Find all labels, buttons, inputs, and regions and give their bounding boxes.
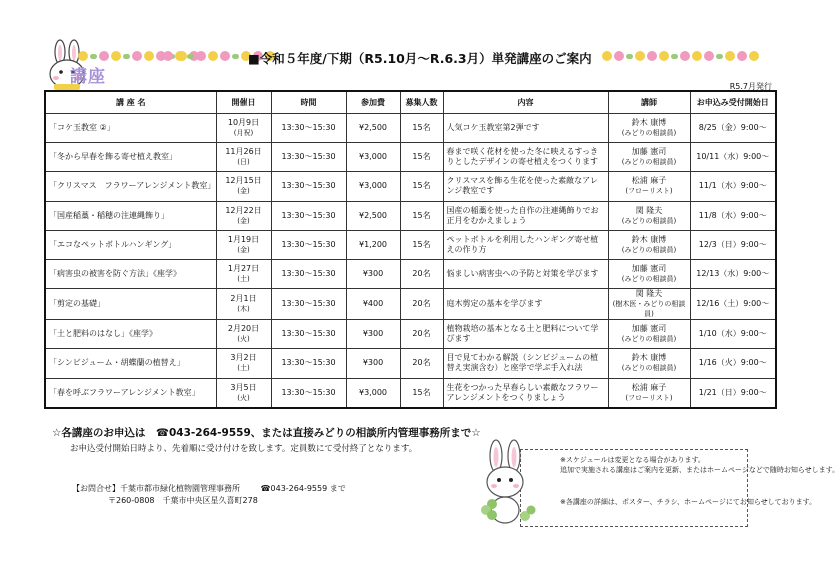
course-open-date: 8/25（金）9:00～ bbox=[690, 114, 776, 143]
course-date: 12月15日 (金) bbox=[216, 172, 271, 201]
course-fee: ¥300 bbox=[346, 349, 400, 378]
contact-address: 〒260-0808 千葉市中央区星久喜町278 bbox=[108, 495, 258, 505]
course-name: 「病害虫の被害を防ぐ方法」《座学》 bbox=[45, 259, 216, 288]
table-row bbox=[45, 259, 776, 288]
course-time: 13:30～15:30 bbox=[271, 349, 346, 378]
course-content: 植物栽培の基本となる土と肥料について学びます bbox=[443, 320, 608, 349]
table-row bbox=[45, 172, 776, 201]
schedule-table bbox=[44, 90, 777, 409]
table-row bbox=[45, 349, 776, 378]
course-capacity: 15名 bbox=[400, 114, 443, 143]
course-instructor: 加藤 憲司 (みどりの相談員) bbox=[608, 143, 690, 172]
table-row bbox=[45, 201, 776, 230]
course-name: 「春を呼ぶフラワーアレンジメント教室」 bbox=[45, 378, 216, 408]
header-instructor: 講師 bbox=[608, 91, 690, 114]
course-name: 「シンビジューム・胡蝶蘭の植替え」 bbox=[45, 349, 216, 378]
table-header-row bbox=[45, 91, 776, 114]
schedule-change-note: ※スケジュールは変更となる場合があります。 追加で実施される講座はご案内を更新、またはホームページなどで随時お知らせします。 bbox=[560, 456, 839, 474]
course-open-date: 10/11（水）9:00～ bbox=[690, 143, 776, 172]
course-fee: ¥2,500 bbox=[346, 114, 400, 143]
contact-label: 【お問合せ】千葉市都市緑化植物園管理事務所 bbox=[72, 484, 240, 493]
table-row bbox=[45, 378, 776, 408]
course-open-date: 1/21（日）9:00～ bbox=[690, 378, 776, 408]
table-row bbox=[45, 320, 776, 349]
course-fee: ¥3,000 bbox=[346, 143, 400, 172]
course-open-date: 1/10（水）9:00～ bbox=[690, 320, 776, 349]
course-time: 13:30～15:30 bbox=[271, 320, 346, 349]
course-content: 春まで咲く花材を使った冬に映えるすっきりとしたデザインの寄せ植えをつくります bbox=[443, 143, 608, 172]
header-open-date: お申込み受付開始日 bbox=[690, 91, 776, 114]
table-row bbox=[45, 143, 776, 172]
course-fee: ¥400 bbox=[346, 289, 400, 320]
course-capacity: 15名 bbox=[400, 230, 443, 259]
course-date: 2月1日 (木) bbox=[216, 289, 271, 320]
bunny-illustration-icon bbox=[470, 440, 542, 526]
course-time: 13:30～15:30 bbox=[271, 143, 346, 172]
course-time: 13:30～15:30 bbox=[271, 230, 346, 259]
course-time: 13:30～15:30 bbox=[271, 259, 346, 288]
course-time: 13:30～15:30 bbox=[271, 114, 346, 143]
course-fee: ¥1,200 bbox=[346, 230, 400, 259]
header-content: 内容 bbox=[443, 91, 608, 114]
course-open-date: 11/8（水）9:00～ bbox=[690, 201, 776, 230]
course-date: 11月26日 (日) bbox=[216, 143, 271, 172]
course-content: 人気コケ玉教室第2弾です bbox=[443, 114, 608, 143]
course-content: 生花をつかった早春らしい素敵なフラワーアレンジメントをつくりましょう bbox=[443, 378, 608, 408]
course-content: 庭木剪定の基本を学びます bbox=[443, 289, 608, 320]
course-fee: ¥3,000 bbox=[346, 172, 400, 201]
course-time: 13:30～15:30 bbox=[271, 289, 346, 320]
header-course-name: 講 座 名 bbox=[45, 91, 216, 114]
course-name: 「クリスマス フラワーアレンジメント教室」 bbox=[45, 172, 216, 201]
table-row bbox=[45, 114, 776, 143]
course-date: 1月19日 (金) bbox=[216, 230, 271, 259]
course-fee: ¥300 bbox=[346, 320, 400, 349]
course-name: 「土と肥料のはなし」《座学》 bbox=[45, 320, 216, 349]
course-open-date: 12/16（土）9:00～ bbox=[690, 289, 776, 320]
course-time: 13:30～15:30 bbox=[271, 172, 346, 201]
course-date: 2月20日 (火) bbox=[216, 320, 271, 349]
course-instructor: 鈴木 康博 (みどりの相談員) bbox=[608, 230, 690, 259]
course-capacity: 15名 bbox=[400, 143, 443, 172]
header-fee: 参加費 bbox=[346, 91, 400, 114]
course-open-date: 12/13（水）9:00～ bbox=[690, 259, 776, 288]
course-capacity: 15名 bbox=[400, 201, 443, 230]
course-capacity: 15名 bbox=[400, 172, 443, 201]
header-time: 時間 bbox=[271, 91, 346, 114]
course-date: 3月5日 (火) bbox=[216, 378, 271, 408]
table-row bbox=[45, 289, 776, 320]
course-name: 「剪定の基礎」 bbox=[45, 289, 216, 320]
course-instructor: 加藤 憲司 (みどりの相談員) bbox=[608, 259, 690, 288]
issue-date: R5.7月発行 bbox=[729, 82, 772, 91]
table-row bbox=[45, 230, 776, 259]
course-name: 「国産稲藁・稲穂の注連縄飾り」 bbox=[45, 201, 216, 230]
course-name: 「エコなペットボトルハンギング」 bbox=[45, 230, 216, 259]
course-content: クリスマスを飾る生花を使った素敵なアレンジ教室です bbox=[443, 172, 608, 201]
page-title: ■令和５年度/下期（R5.10月～R.6.3月）単発講座のご案内 bbox=[248, 51, 592, 66]
course-instructor: 加藤 憲司 (みどりの相談員) bbox=[608, 320, 690, 349]
course-capacity: 20名 bbox=[400, 320, 443, 349]
course-capacity: 20名 bbox=[400, 259, 443, 288]
application-notice-sub: お申込受付開始日時より、先着順に受け付けを致します。定員数にて受付終了となります。 bbox=[70, 444, 418, 454]
flower-decoration bbox=[602, 50, 759, 62]
logo-text: 講座 bbox=[70, 67, 106, 87]
course-instructor: 松浦 麻子 (フローリスト) bbox=[608, 172, 690, 201]
course-open-date: 11/1（水）9:00～ bbox=[690, 172, 776, 201]
course-name: 「冬から早春を飾る寄せ植え教室」 bbox=[45, 143, 216, 172]
course-fee: ¥3,000 bbox=[346, 378, 400, 408]
course-content: 悩ましい病害虫への予防と対策を学びます bbox=[443, 259, 608, 288]
course-fee: ¥300 bbox=[346, 259, 400, 288]
course-instructor: 鈴木 康博 (みどりの相談員) bbox=[608, 349, 690, 378]
contact-phone: ☎043-264-9559 まで bbox=[260, 484, 346, 493]
course-instructor: 関 隆夫 (みどりの相談員) bbox=[608, 201, 690, 230]
course-date: 12月22日 (金) bbox=[216, 201, 271, 230]
course-instructor: 松浦 麻子 (フローリスト) bbox=[608, 378, 690, 408]
course-date: 1月27日 (土) bbox=[216, 259, 271, 288]
header-date: 開催日 bbox=[216, 91, 271, 114]
course-date: 3月2日 (土) bbox=[216, 349, 271, 378]
course-content: 国産の稲藁を使った自作の注連縄飾りでお正月をむかえましょう bbox=[443, 201, 608, 230]
course-content: 目で見てわかる解説（シンビジュームの植替え実演含む）と座学で学ぶ手入れ法 bbox=[443, 349, 608, 378]
course-name: 「コケ玉教室 ②」 bbox=[45, 114, 216, 143]
course-content: ペットボトルを利用したハンギング寄せ植えの作り方 bbox=[443, 230, 608, 259]
course-open-date: 12/3（日）9:00～ bbox=[690, 230, 776, 259]
course-open-date: 1/16（火）9:00～ bbox=[690, 349, 776, 378]
course-instructor: 関 隆夫 (樹木医・みどりの相談員) bbox=[608, 289, 690, 320]
course-capacity: 15名 bbox=[400, 378, 443, 408]
course-date: 10月9日 (月祝) bbox=[216, 114, 271, 143]
course-capacity: 20名 bbox=[400, 289, 443, 320]
course-capacity: 20名 bbox=[400, 349, 443, 378]
header-capacity: 募集人数 bbox=[400, 91, 443, 114]
contact-block bbox=[72, 483, 346, 506]
course-fee: ¥2,500 bbox=[346, 201, 400, 230]
details-note: ※各講座の詳細は、ポスター、チラシ、ホームページにてお知らせしております。 bbox=[560, 498, 817, 506]
application-notice: ☆各講座のお申込は ☎043-264-9559、または直接みどりの相談所内管理事務所まで☆ bbox=[52, 427, 481, 439]
course-instructor: 鈴木 康博 (みどりの相談員) bbox=[608, 114, 690, 143]
course-time: 13:30～15:30 bbox=[271, 378, 346, 408]
course-time: 13:30～15:30 bbox=[271, 201, 346, 230]
